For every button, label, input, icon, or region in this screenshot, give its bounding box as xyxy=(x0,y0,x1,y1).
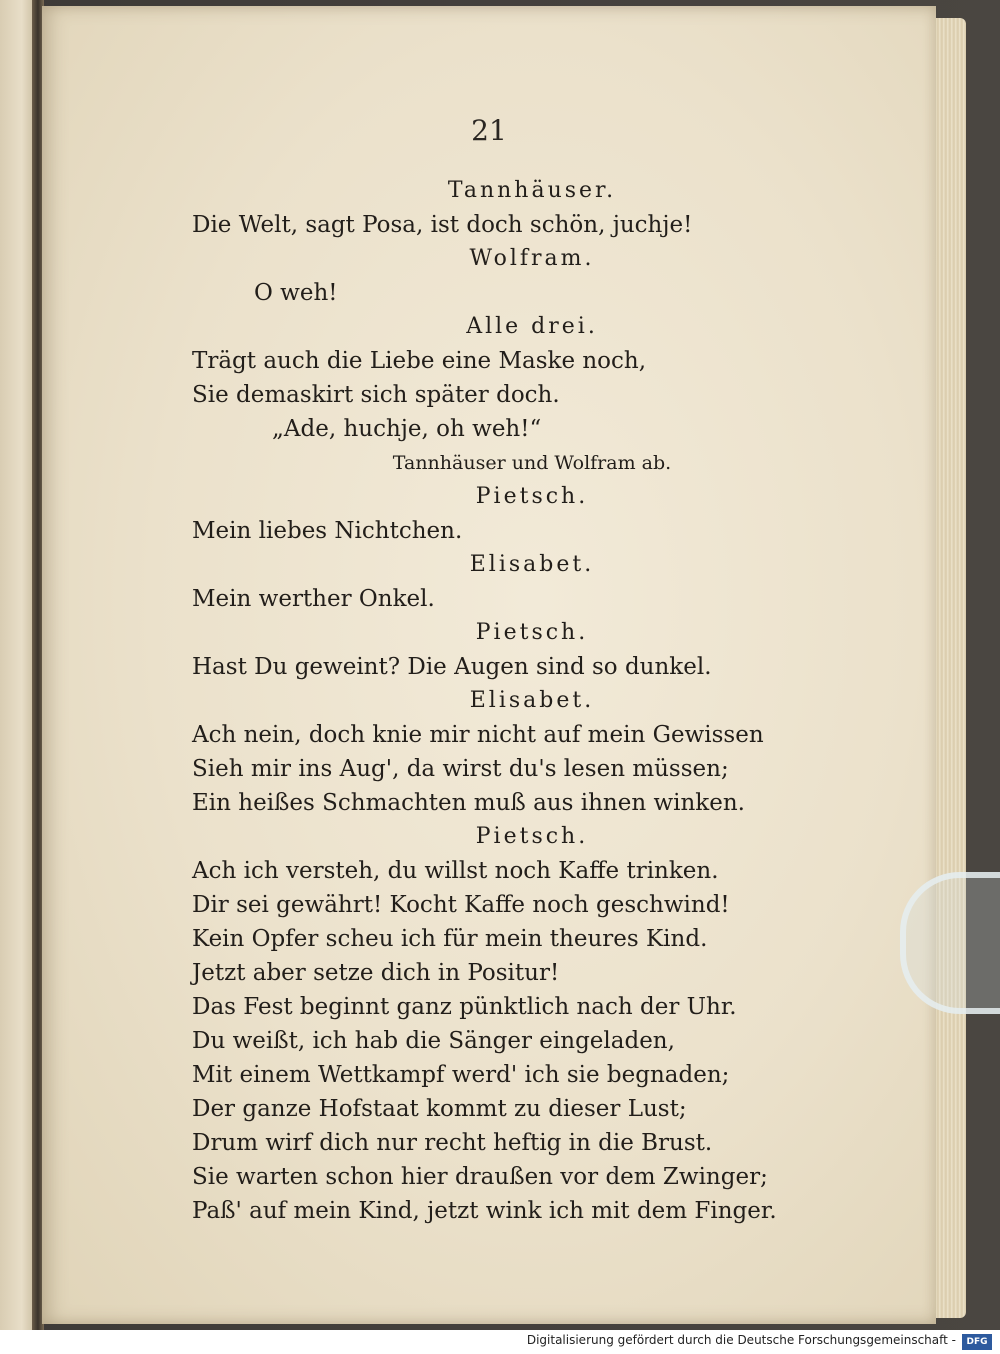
verse-line: Hast Du geweint? Die Augen sind so dunkel. xyxy=(192,654,712,680)
book-page xyxy=(42,6,936,1324)
verse-line: Ach ich versteh, du willst noch Kaffe trinken. xyxy=(192,858,719,884)
verse-line: Paß' auf mein Kind, jetzt wink ich mit dem Finger. xyxy=(192,1198,777,1224)
page-clip xyxy=(900,872,1000,1014)
stage-direction: Tannhäuser und Wolfram ab. xyxy=(392,452,672,474)
verse-line: Sie demaskirt sich später doch. xyxy=(192,382,560,408)
page-text xyxy=(192,174,912,1228)
page-number: 21 xyxy=(471,114,507,147)
speaker-name: Tannhäuser. xyxy=(447,178,617,203)
verse-line: Ein heißes Schmachten muß aus ihnen winken. xyxy=(192,790,745,816)
footer-bar xyxy=(0,1330,1000,1354)
speaker-name: Pietsch. xyxy=(475,620,589,645)
verse-line: Kein Opfer scheu ich für mein theures Kind. xyxy=(192,926,708,952)
verse-line: Die Welt, sagt Posa, ist doch schön, juchje! xyxy=(192,212,693,238)
verse-line: Drum wirf dich nur recht heftig in die Brust. xyxy=(192,1130,713,1156)
verse-line: Sie warten schon hier draußen vor dem Zwinger; xyxy=(192,1164,768,1190)
speaker-name: Pietsch. xyxy=(475,824,589,849)
verse-line: „Ade, huchje, oh weh!“ xyxy=(272,416,542,442)
dfg-logo-icon: DFG xyxy=(962,1334,992,1350)
speaker-name: Pietsch. xyxy=(475,484,589,509)
verse-line: Der ganze Hofstaat kommt zu dieser Lust; xyxy=(192,1096,687,1122)
speaker-name: Elisabet. xyxy=(469,688,595,713)
verse-line: Dir sei gewährt! Kocht Kaffe noch geschwind! xyxy=(192,892,730,918)
verse-line: Mein liebes Nichtchen. xyxy=(192,518,463,544)
speaker-name: Alle drei. xyxy=(466,314,598,339)
speaker-name: Wolfram. xyxy=(469,246,595,271)
verse-line: Jetzt aber setze dich in Positur! xyxy=(192,960,560,986)
verse-line: Trägt auch die Liebe eine Maske noch, xyxy=(192,348,647,374)
verse-line: Sieh mir ins Aug', da wirst du's lesen müssen; xyxy=(192,756,729,782)
speaker-name: Elisabet. xyxy=(469,552,595,577)
facing-page-edge xyxy=(0,0,36,1330)
page-stack-edges xyxy=(932,18,966,1318)
verse-line: Ach nein, doch knie mir nicht auf mein Gewissen xyxy=(192,722,764,748)
verse-line: Mein werther Onkel. xyxy=(192,586,435,612)
verse-line: Mit einem Wettkampf werd' ich sie begnaden; xyxy=(192,1062,730,1088)
verse-line: O weh! xyxy=(254,280,338,306)
verse-line: Das Fest beginnt ganz pünktlich nach der Uhr. xyxy=(192,994,737,1020)
funding-credit: Digitalisierung gefördert durch die Deutsche Forschungsgemeinschaft - xyxy=(526,1333,956,1347)
verse-line: Du weißt, ich hab die Sänger eingeladen, xyxy=(192,1028,675,1054)
